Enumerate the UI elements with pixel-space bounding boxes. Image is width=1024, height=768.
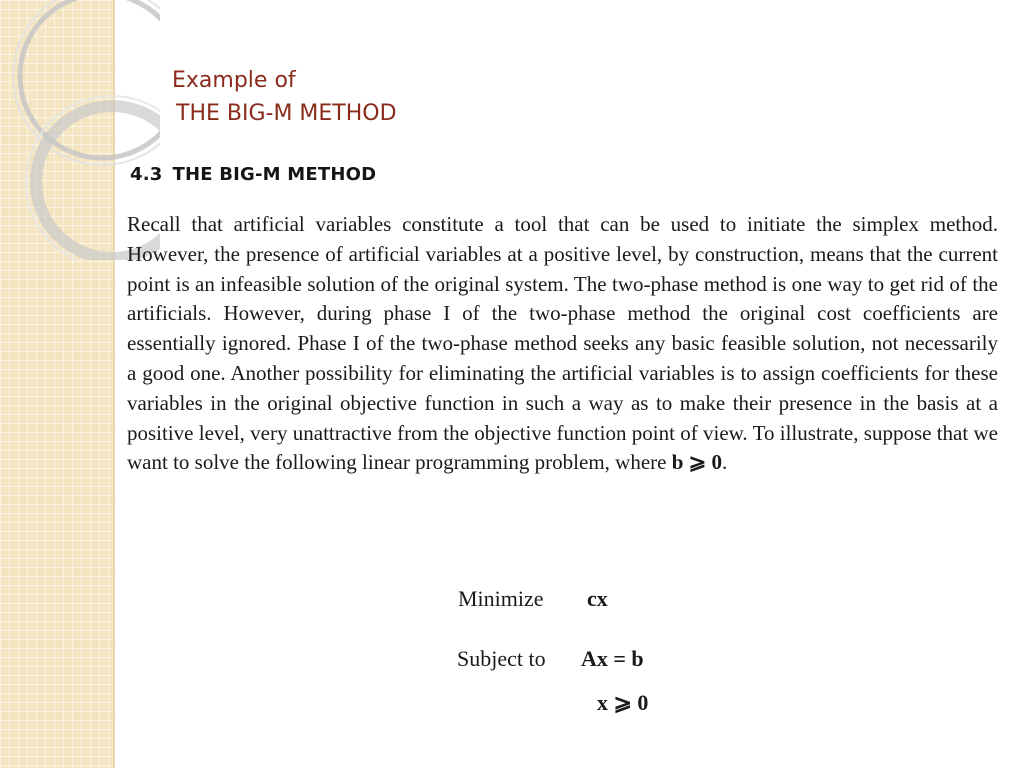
nonnegativity-expression xyxy=(597,690,648,716)
paragraph-condition: b ⩾ 0 xyxy=(671,450,722,475)
paragraph-text: Recall that artificial variables constitute a tool that can be used to initiate the simplex method. However, the presence of artificial variables at a positive level, by construction, means that the current point is an infeasible solution of the original system. The two-phase method is one way to get rid of the artificials. However, during phase I of the two-phase method the original cost coefficients are essentially ignored. Phase I of the two-phase method seeks any basic feasible solution, not necessarily a good one. Another possibility for eliminating the artificial variables is to assign coefficients for these variables in the original objective function in such a way as to make their presence in the basis at a positive level, very unattractive from the objective function point of view. To illustrate, suppose that we want to solve the following linear programming problem, where xyxy=(127,212,998,475)
constraint-expression xyxy=(581,646,644,672)
nonnegativity-value: x ⩾ 0 xyxy=(597,690,649,715)
subject-to-label: Subject to xyxy=(457,646,546,671)
section-heading-text: THE BIG-M METHOD xyxy=(172,164,377,185)
constraint-value: Ax = b xyxy=(581,646,644,671)
paragraph-end: . xyxy=(721,450,728,475)
slide-title-line1: Example of xyxy=(172,68,296,93)
slide-title xyxy=(172,64,397,130)
objective-value: cx xyxy=(587,586,608,611)
body-paragraph xyxy=(127,210,998,478)
minimize-label: Minimize xyxy=(458,586,544,611)
section-heading xyxy=(130,164,376,185)
section-number: 4.3 xyxy=(130,164,163,185)
decorative-sidebar xyxy=(0,0,115,768)
objective-expression xyxy=(587,586,608,612)
slide-title-line2: THE BIG-M METHOD xyxy=(176,101,397,126)
